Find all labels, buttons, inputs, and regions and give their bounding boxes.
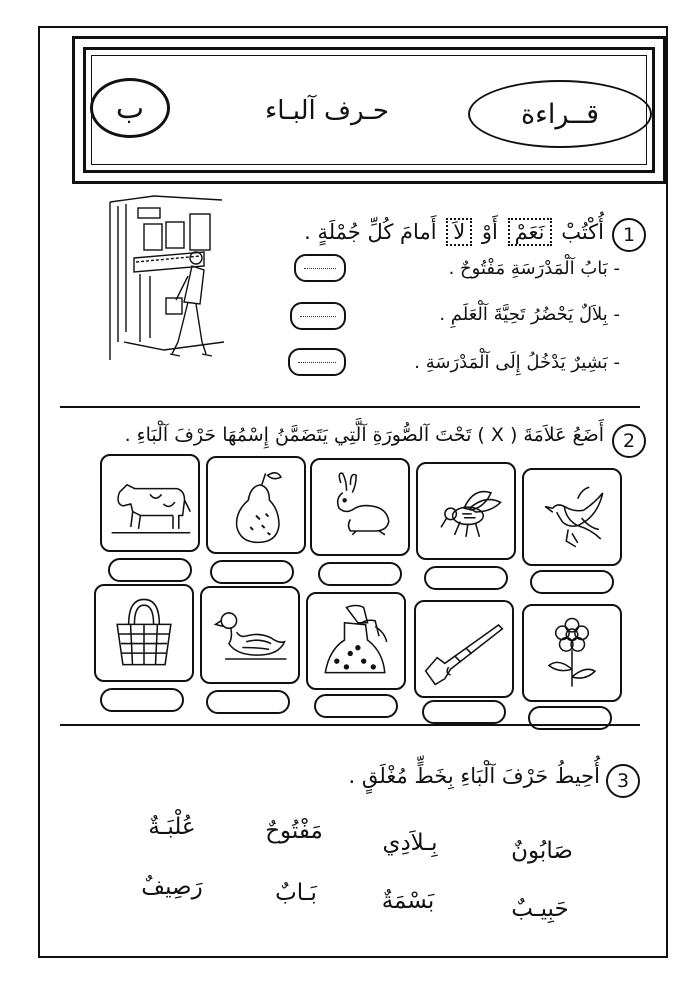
answer-box-flower[interactable]: [528, 706, 612, 730]
word-saboun[interactable]: صَابُونٌ: [511, 838, 573, 864]
word-maftouh[interactable]: مَفْتُوحٌ: [265, 818, 323, 844]
divider-2: [60, 724, 640, 726]
instruction-rest: أَمامَ كُلِّ جُمْلَةٍ .: [304, 220, 437, 244]
answer-box-duck[interactable]: [206, 690, 290, 714]
letter-text: ب: [115, 90, 145, 126]
word-basma[interactable]: بَسْمَةٌ: [381, 888, 435, 914]
answer-box-rabbit[interactable]: [318, 562, 402, 586]
answer-box-basket[interactable]: [100, 688, 184, 712]
answer-box-bird[interactable]: [530, 570, 614, 594]
answer-box-dress[interactable]: [314, 694, 398, 718]
sentence-1: - بَابُ آلْمَدْرَسَةِ مَفْتُوحٌ .: [448, 258, 620, 279]
exercise-1-number: 1: [612, 218, 646, 252]
duck-icon: [200, 586, 300, 684]
exercise-3-instruction: أُحِيطُ حَرْفَ آلْبَاءِ بِخَطٍّ مُغْلَقٍ .: [348, 764, 600, 788]
exercise-1-instruction: [304, 218, 604, 246]
word-rasif[interactable]: رَصِيفٌ: [141, 874, 203, 900]
basket-icon: [94, 584, 194, 682]
exercise-2-instruction: أَضَعُ عَلاَمَةَ ( X ) تَحْتَ آلصُّورَةِ آلَّتِي يَتَضَمَّنُ إِسْمُهَا حَرْفَ آلْبَاءِ .: [124, 424, 604, 446]
answer-field-3[interactable]: [288, 348, 346, 376]
exercise-3-number: 3: [606, 764, 640, 798]
dress-icon: [306, 592, 406, 690]
no-word: لاَ: [446, 218, 472, 246]
answer-box-pear[interactable]: [210, 560, 294, 584]
answer-box-fly[interactable]: [424, 566, 508, 590]
or-word: أَوْ: [481, 220, 498, 244]
exercise-2-number: 2: [612, 424, 646, 458]
subject-badge: [468, 80, 652, 148]
letter-badge: [90, 78, 170, 138]
school-illustration: [104, 192, 228, 370]
divider-1: [60, 406, 640, 408]
rabbit-icon: [310, 458, 410, 556]
yes-word: نَعَمْ: [508, 218, 552, 246]
instruction-write: أُكْتُبْ: [561, 220, 604, 244]
answer-box-rifle[interactable]: [422, 700, 506, 724]
word-ulba[interactable]: عُلْبَـةٌ: [148, 814, 196, 840]
pear-icon: [206, 456, 306, 554]
word-biladi[interactable]: بِـلاَدِي: [382, 830, 438, 856]
fly-icon: [416, 462, 516, 560]
word-habib[interactable]: حَبِيـبٌ: [511, 896, 569, 922]
cow-icon: [100, 454, 200, 552]
flower-icon: [522, 604, 622, 702]
answer-box-cow[interactable]: [108, 558, 192, 582]
answer-field-2[interactable]: [290, 302, 346, 330]
answer-field-1[interactable]: [294, 254, 346, 282]
subject-text: قــراءة: [521, 98, 599, 130]
bird-icon: [522, 468, 622, 566]
sentence-3: - بَشِيرٌ يَدْخُلُ إِلَى آلْمَدْرَسَةِ .: [414, 352, 620, 373]
sentence-2: - بِلاَلٌ يَحْضُرُ تَحِيَّةَ آلْعَلَمِ .: [439, 304, 620, 325]
rifle-icon: [414, 600, 514, 698]
lesson-title: حـرف آلبـاء: [264, 96, 389, 126]
word-bab[interactable]: بَـابٌ: [275, 880, 317, 906]
